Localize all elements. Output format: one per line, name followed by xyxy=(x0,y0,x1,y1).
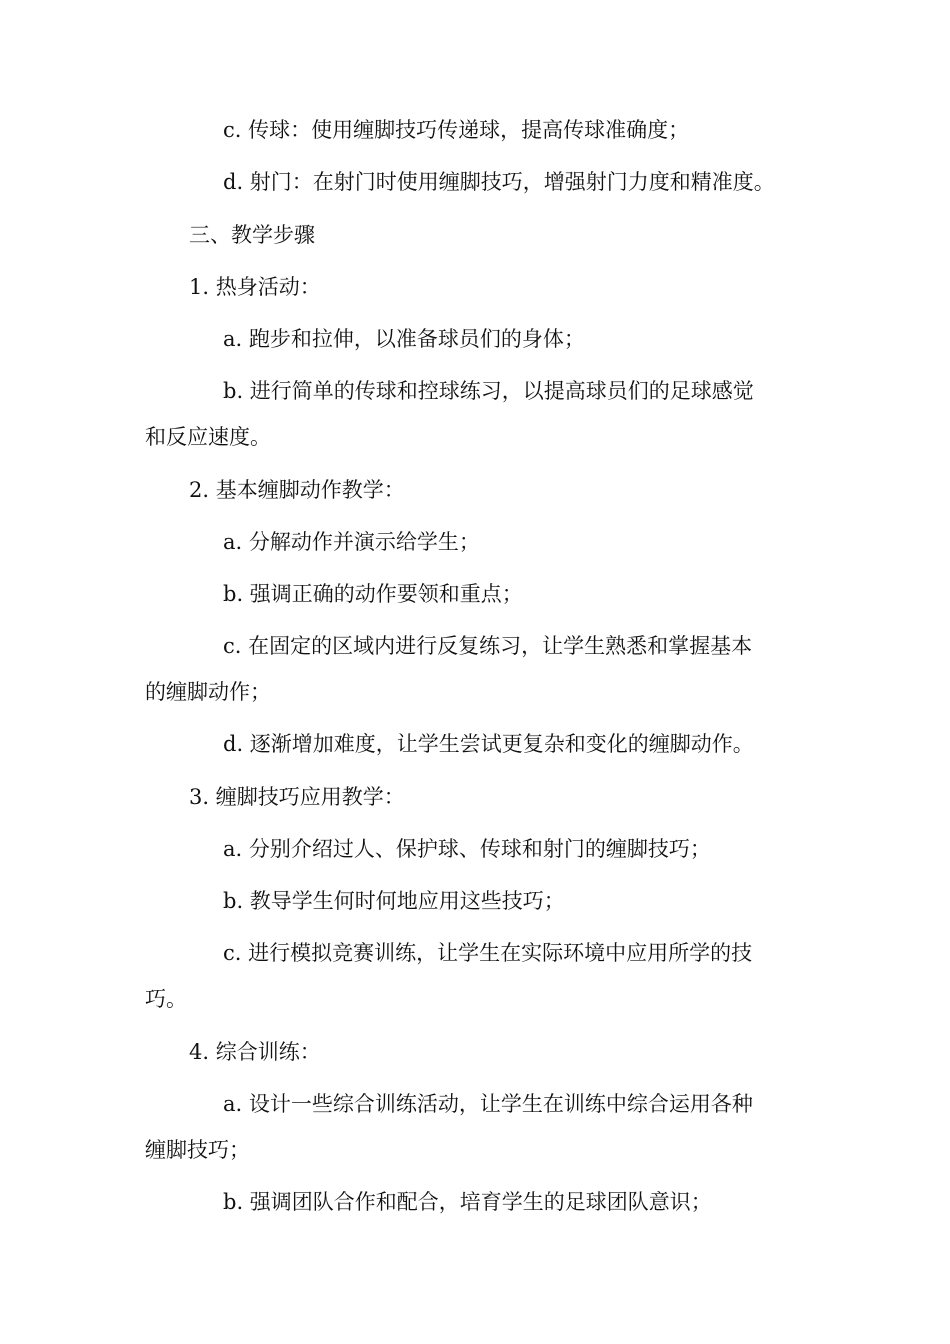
text-line: b. 强调正确的动作要领和重点； xyxy=(223,582,523,606)
text-line: c. 传球：使用缠脚技巧传递球，提高传球准确度； xyxy=(223,118,690,142)
text-line: b. 教导学生何时何地应用这些技巧； xyxy=(223,889,565,913)
text-line: b. 进行简单的传球和控球练习，以提高球员们的足球感觉 xyxy=(223,379,754,403)
step-heading: 3. 缠脚技巧应用教学： xyxy=(189,785,405,809)
text-line: 的缠脚动作； xyxy=(145,680,271,704)
text-line: b. 强调团队合作和配合，培育学生的足球团队意识； xyxy=(223,1190,712,1214)
text-line: a. 跑步和拉伸，以准备球员们的身体； xyxy=(223,327,585,351)
step-heading: 4. 综合训练： xyxy=(189,1040,321,1064)
text-line: a. 分解动作并演示给学生； xyxy=(223,530,480,554)
section-heading: 三、教学步骤 xyxy=(189,223,315,247)
text-line: a. 设计一些综合训练活动，让学生在训练中综合运用各种 xyxy=(223,1092,753,1116)
step-heading: 1. 热身活动： xyxy=(189,275,321,299)
text-line: 和反应速度。 xyxy=(145,425,271,449)
step-heading: 2. 基本缠脚动作教学： xyxy=(189,478,405,502)
text-line: d. 射门：在射门时使用缠脚技巧，增强射门力度和精准度。 xyxy=(223,170,775,194)
text-line: 缠脚技巧； xyxy=(145,1138,250,1162)
text-line: c. 在固定的区域内进行反复练习，让学生熟悉和掌握基本 xyxy=(223,634,753,658)
text-line: 巧。 xyxy=(145,987,187,1011)
text-line: c. 进行模拟竞赛训练，让学生在实际环境中应用所学的技 xyxy=(223,941,753,965)
text-line: d. 逐渐增加难度，让学生尝试更复杂和变化的缠脚动作。 xyxy=(223,732,754,756)
text-line: a. 分别介绍过人、保护球、传球和射门的缠脚技巧； xyxy=(223,837,711,861)
